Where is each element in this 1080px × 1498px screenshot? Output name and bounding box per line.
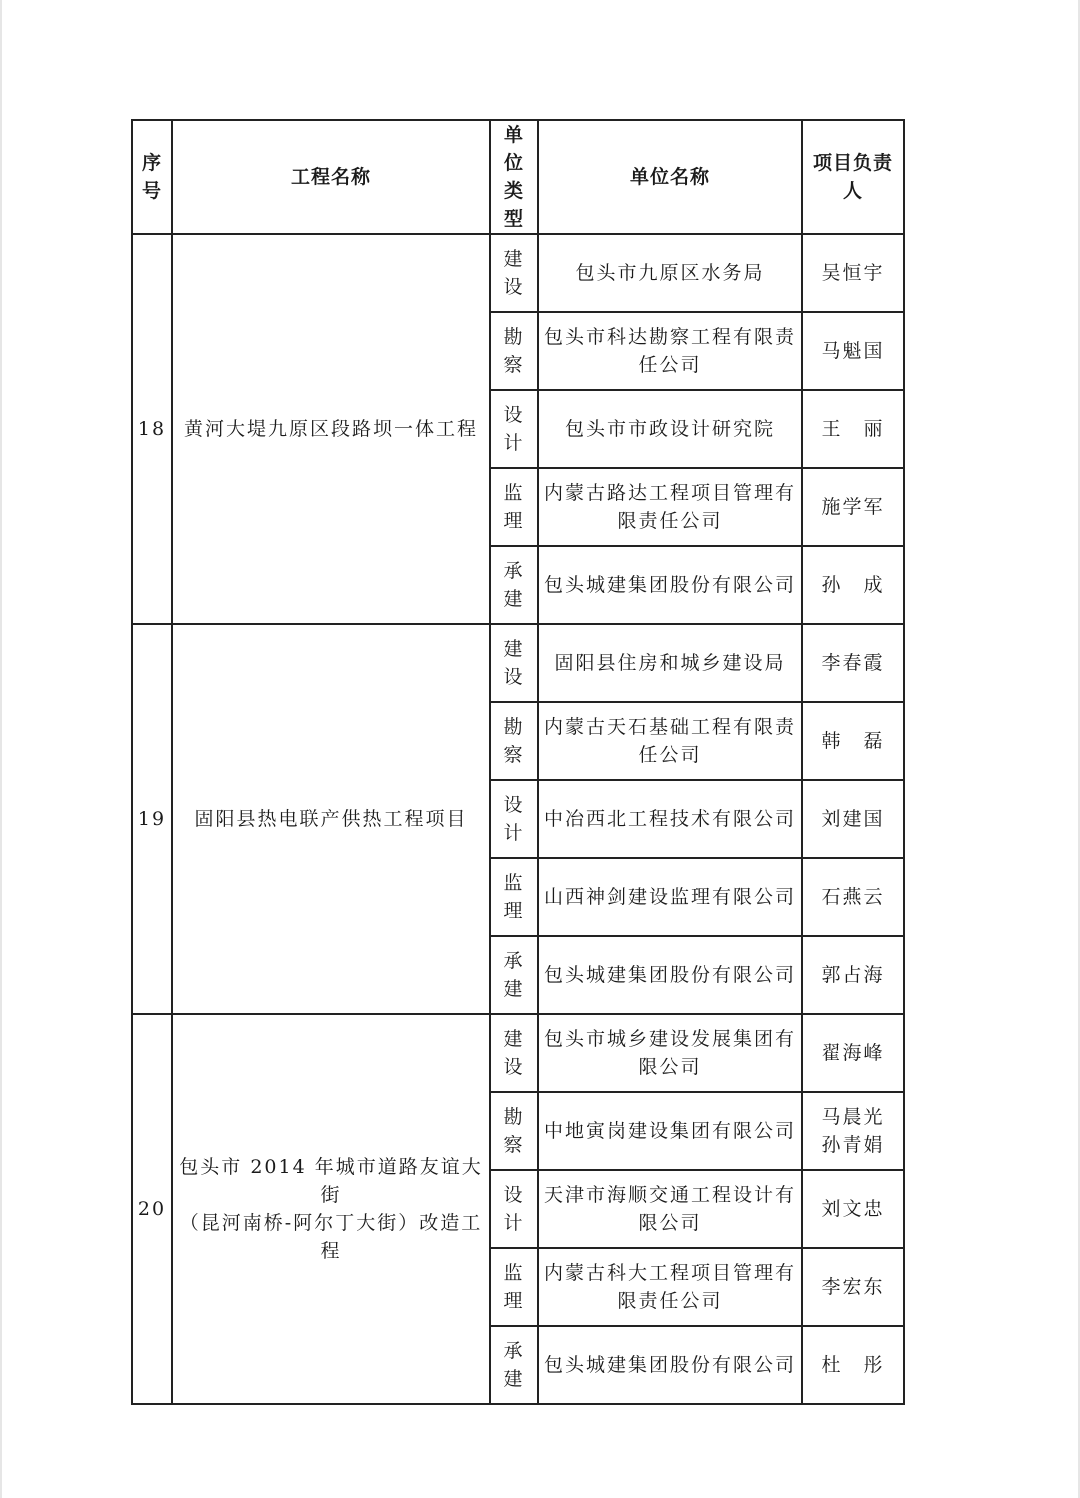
- table-row: [132, 1014, 904, 1092]
- project-lead: 孙 成: [802, 546, 904, 624]
- unit-name: 包头市九原区水务局: [538, 234, 802, 312]
- unit-name: 包头市科达勘察工程有限责 任公司: [538, 312, 802, 390]
- unit-type: 承建: [490, 546, 538, 624]
- project-lead: 马晨光 孙青娟: [802, 1092, 904, 1170]
- unit-type: 承建: [490, 1326, 538, 1404]
- project-lead: 李宏东: [802, 1248, 904, 1326]
- unit-name: 内蒙古天石基础工程有限责 任公司: [538, 702, 802, 780]
- unit-name: 中冶西北工程技术有限公司: [538, 780, 802, 858]
- project-lead: 刘建国: [802, 780, 904, 858]
- unit-type: 勘察: [490, 1092, 538, 1170]
- project-lead: 刘文忠: [802, 1170, 904, 1248]
- project-lead: 王 丽: [802, 390, 904, 468]
- project-lead: 郭占海: [802, 936, 904, 1014]
- unit-type: 设计: [490, 1170, 538, 1248]
- unit-type: 设计: [490, 390, 538, 468]
- unit-name: 包头城建集团股份有限公司: [538, 936, 802, 1014]
- unit-type: 监理: [490, 468, 538, 546]
- unit-type: 建设: [490, 1014, 538, 1092]
- unit-type: 建设: [490, 234, 538, 312]
- project-name: 包头市 2014 年城市道路友谊大街 （昆河南桥-阿尔丁大街）改造工 程: [172, 1014, 490, 1404]
- unit-name: 包头城建集团股份有限公司: [538, 1326, 802, 1404]
- project-number: 19: [132, 624, 172, 1014]
- unit-type: 监理: [490, 1248, 538, 1326]
- project-lead: 杜 彤: [802, 1326, 904, 1404]
- unit-name: 内蒙古科大工程项目管理有 限责任公司: [538, 1248, 802, 1326]
- project-lead: 石燕云: [802, 858, 904, 936]
- project-name: 黄河大堤九原区段路坝一体工程: [172, 234, 490, 624]
- unit-type: 勘察: [490, 702, 538, 780]
- project-table: [131, 119, 905, 1405]
- project-lead: 施学军: [802, 468, 904, 546]
- unit-type: 勘察: [490, 312, 538, 390]
- unit-name: 中地寅岗建设集团有限公司: [538, 1092, 802, 1170]
- unit-name: 固阳县住房和城乡建设局: [538, 624, 802, 702]
- unit-type: 承建: [490, 936, 538, 1014]
- project-lead: 翟海峰: [802, 1014, 904, 1092]
- project-lead: 李春霞: [802, 624, 904, 702]
- header-lead: 项目负责人: [802, 120, 904, 234]
- unit-name: 包头城建集团股份有限公司: [538, 546, 802, 624]
- header-project: 工程名称: [172, 120, 490, 234]
- table-row: [132, 234, 904, 312]
- project-lead: 吴恒宇: [802, 234, 904, 312]
- project-number: 20: [132, 1014, 172, 1404]
- unit-name: 包头市城乡建设发展集团有 限公司: [538, 1014, 802, 1092]
- project-name: 固阳县热电联产供热工程项目: [172, 624, 490, 1014]
- project-lead: 韩 磊: [802, 702, 904, 780]
- header-no: 序号: [132, 120, 172, 234]
- project-lead: 马魁国: [802, 312, 904, 390]
- table-row: [132, 624, 904, 702]
- unit-name: 天津市海顺交通工程设计有 限公司: [538, 1170, 802, 1248]
- unit-type: 建设: [490, 624, 538, 702]
- header-unit-type: 单位 类型: [490, 120, 538, 234]
- header-unit-name: 单位名称: [538, 120, 802, 234]
- unit-type: 设计: [490, 780, 538, 858]
- unit-type: 监理: [490, 858, 538, 936]
- project-number: 18: [132, 234, 172, 624]
- unit-name: 山西神剑建设监理有限公司: [538, 858, 802, 936]
- unit-name: 包头市市政设计研究院: [538, 390, 802, 468]
- unit-name: 内蒙古路达工程项目管理有 限责任公司: [538, 468, 802, 546]
- table-header-row: [132, 120, 904, 234]
